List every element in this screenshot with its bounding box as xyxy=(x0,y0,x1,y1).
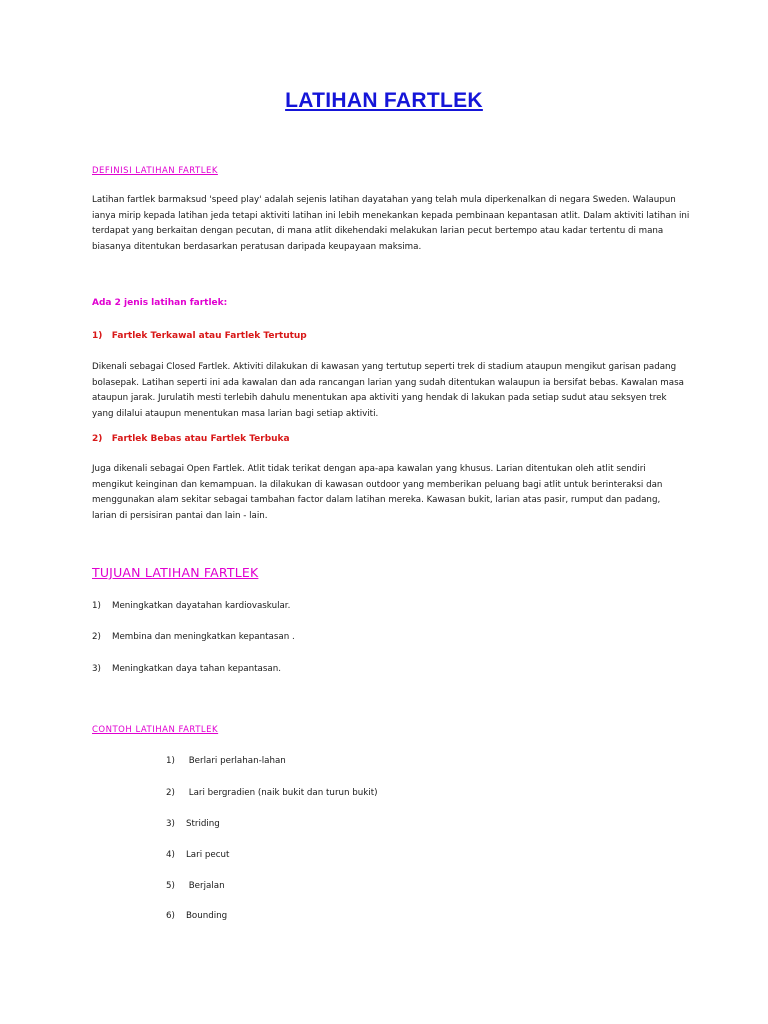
jenis-intro: Ada 2 jenis latihan fartlek: xyxy=(92,298,228,308)
tujuan-item: 2) Membina dan meningkatkan kepantasan . xyxy=(92,632,295,642)
paragraph-line: biasanya ditentukan berdasarkan peratusan daripada keupayaan maksima. xyxy=(92,241,422,252)
type1-heading: 1) Fartlek Terkawal atau Fartlek Tertutup xyxy=(92,331,307,341)
paragraph-line: yang dilalui ataupun menentukan masa larian bagi setiap aktiviti. xyxy=(92,408,379,419)
tujuan-heading: TUJUAN LATIHAN FARTLEK xyxy=(92,565,259,580)
type2-paragraph xyxy=(92,462,682,524)
paragraph-line: Latihan fartlek barmaksud 'speed play' adalah sejenis latihan dayatahan yang telah mula diperkenalkan di negara Sweden. Walaupun xyxy=(92,195,676,205)
contoh-item: 3) Striding xyxy=(166,819,220,829)
paragraph-line: bolasepak. Latihan seperti ini ada kawalan dan ada rancangan larian yang sudah ditentukan walaupun ia bersifat bebas. Kawalan masa xyxy=(92,377,684,388)
paragraph-line: ianya mirip kepada latihan jeda tetapi aktiviti latihan ini lebih menekankan kepada pembinaan kepantasan atlit. Dalam aktiviti latihan ini xyxy=(92,210,690,221)
contoh-item: 2) Lari bergradien (naik bukit dan turun bukit) xyxy=(166,788,378,798)
page-title: LATIHAN FARTLEK xyxy=(285,89,483,112)
contoh-item: 5) Berjalan xyxy=(166,881,225,891)
contoh-item: 1) Berlari perlahan-lahan xyxy=(166,756,286,766)
type2-heading: 2) Fartlek Bebas atau Fartlek Terbuka xyxy=(92,434,290,444)
paragraph-line: ataupun jarak. Jurulatih mesti terlebih dahulu menentukan apa aktiviti yang hendak di lakukan pada setiap sudut atau seksyen trek xyxy=(92,393,667,403)
paragraph-line: terdapat yang berkaitan dengan pecutan, di mana atlit dikehendaki melakukan larian pecut bertempo atau kadar tertentu di mana xyxy=(92,226,664,236)
type1-paragraph xyxy=(92,360,682,422)
contoh-item: 6) Bounding xyxy=(166,911,228,921)
paragraph-line: menggunakan alam sekitar sebagai tambahan factor dalam latihan mereka. Kawasan bukit, larian atas pasir, rumput dan padang, xyxy=(92,495,661,505)
tujuan-item: 3) Meningkatkan daya tahan kepantasan. xyxy=(92,664,281,674)
paragraph-line: Dikenali sebagai Closed Fartlek. Aktiviti dilakukan di kawasan yang tertutup seperti trek di stadium ataupun mengikut garisan padang xyxy=(92,362,677,372)
paragraph-line: larian di persisiran pantai dan lain - lain. xyxy=(92,510,268,521)
paragraph-line: Juga dikenali sebagai Open Fartlek. Atlit tidak terikat dengan apa-apa kawalan yang khusus. Larian ditentukan oleh atlit sendiri xyxy=(92,464,646,474)
paragraph-line: mengikut keinginan dan kemampuan. Ia dilakukan di kawasan outdoor yang memberikan peluang bagi atlit untuk berinteraksi dan xyxy=(92,479,663,490)
definisi-paragraph xyxy=(92,193,690,255)
contoh-item: 4) Lari pecut xyxy=(166,850,230,860)
contoh-heading: CONTOH LATIHAN FARTLEK xyxy=(92,725,219,735)
tujuan-item: 1) Meningkatkan dayatahan kardiovaskular. xyxy=(92,601,291,611)
definisi-heading: DEFINISI LATIHAN FARTLEK xyxy=(92,166,218,176)
